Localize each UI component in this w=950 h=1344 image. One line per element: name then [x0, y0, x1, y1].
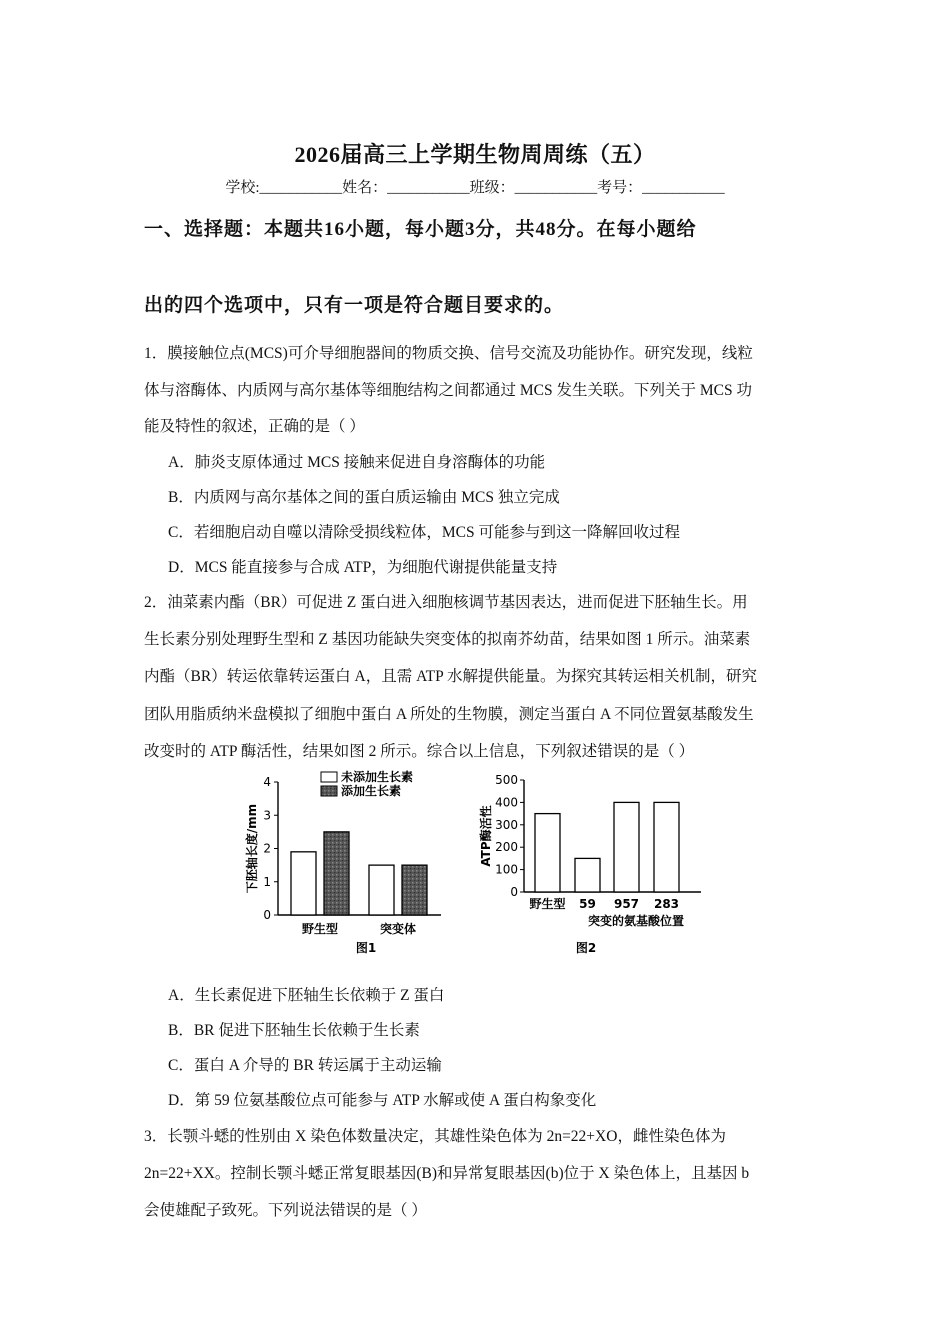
x-category-label: 957 — [613, 897, 640, 911]
y-tick-label: 200 — [495, 840, 518, 855]
q1-option-c: C．若细胞启动自噬以清除受损线粒体，MCS 可能参与到这一降解回收过程 — [168, 524, 680, 541]
legend-swatch — [321, 772, 337, 782]
y-tick-label: 4 — [263, 775, 271, 789]
q3-stem-line: 2n=22+XX。控制长颚斗蟋正常复眼基因(B)和异常复眼基因(b)位于 X 染色体上，且基因 b — [144, 1165, 750, 1182]
x-category-label: 283 — [653, 897, 680, 911]
y-tick-label: 3 — [263, 808, 271, 823]
x-category-label: 野生型 — [529, 897, 566, 911]
q2-option-c: C．蛋白 A 介导的 BR 转运属于主动运输 — [168, 1057, 442, 1074]
q3-stem-line: 3．长颚斗蟋的性别由 X 染色体数量决定，其雄性染色体为 2n=22+XO，雌性染色体为 — [144, 1128, 726, 1145]
y-tick-label: 100 — [495, 862, 518, 877]
bar — [575, 858, 600, 892]
x-axis-label: 突变的氨基酸位置 — [587, 914, 685, 928]
name-field: 姓名：___________ — [342, 180, 470, 196]
q3-stem-line: 会使雄配子致死。下列说法错误的是（ ） — [144, 1202, 427, 1219]
figure-2-chart — [476, 770, 716, 960]
bar — [614, 802, 639, 892]
section-heading-line1: 一、选择题：本题共16小题，每小题3分，共48分。在每小题给 — [144, 219, 697, 240]
q2-option-d: D．第 59 位氨基酸位点可能参与 ATP 水解或使 A 蛋白构象变化 — [168, 1092, 597, 1109]
y-axis-label: ATP酶活性 — [479, 805, 493, 867]
figure-1-chart — [236, 770, 456, 960]
x-category-label: 突变体 — [379, 922, 417, 936]
y-axis-label: 下胚轴长度/mm — [245, 803, 259, 894]
q2-stem-line: 改变时的 ATP 酶活性，结果如图 2 所示。综合以上信息，下列叙述错误的是（ ） — [144, 743, 695, 760]
q2-option-b: B．BR 促进下胚轴生长依赖于生长素 — [168, 1022, 420, 1039]
q2-stem-line: 2．油菜素内酯（BR）可促进 Z 蛋白进入细胞核调节基因表达，进而促进下胚轴生长。用 — [144, 594, 748, 611]
y-tick-label: 300 — [495, 817, 518, 832]
y-tick-label: 400 — [495, 795, 518, 810]
q1-stem-line: 1．膜接触位点(MCS)可介导细胞器间的物质交换、信号交流及功能协作。研究发现，线粒 — [144, 345, 753, 362]
y-tick-label: 0 — [510, 885, 518, 899]
q2-option-a: A．生长素促进下胚轴生长依赖于 Z 蛋白 — [168, 987, 445, 1004]
q2-figures — [236, 770, 716, 960]
q1-stem-line: 能及特性的叙述，正确的是（ ） — [144, 418, 365, 435]
q1-option-d: D．MCS 能直接参与合成 ATP，为细胞代谢提供能量支持 — [168, 559, 558, 576]
class-field: 班级：___________ — [469, 180, 598, 196]
bar — [291, 852, 316, 915]
bar — [654, 802, 679, 892]
bar — [535, 814, 560, 892]
y-tick-label: 2 — [263, 841, 271, 856]
legend-label: 添加生长素 — [341, 784, 402, 798]
chart-title: 图2 — [575, 941, 597, 955]
chart-title: 图1 — [355, 941, 377, 955]
legend-label: 未添加生长素 — [341, 770, 414, 784]
y-tick-label: 1 — [263, 874, 271, 889]
number-field: 考号：___________ — [597, 180, 725, 196]
student-info-row — [0, 176, 950, 197]
x-category-label: 59 — [579, 897, 596, 911]
bar — [324, 832, 349, 915]
q1-stem-line: 体与溶酶体、内质网与高尔基体等细胞结构之间都通过 MCS 发生关联。下列关于 MCS 功 — [144, 382, 752, 399]
section-heading-line2: 出的四个选项中，只有一项是符合题目要求的。 — [144, 295, 565, 316]
x-category-label: 野生型 — [301, 922, 339, 936]
page-title: 2026届高三上学期生物周周练（五） — [294, 142, 656, 167]
legend-swatch — [321, 786, 337, 796]
y-tick-label: 500 — [495, 773, 518, 787]
q2-stem-line: 内酯（BR）转运依靠转运蛋白 A，且需 ATP 水解提供能量。为探究其转运相关机制，研究 — [144, 668, 757, 685]
q1-option-a: A．肺炎支原体通过 MCS 接触来促进自身溶酶体的功能 — [168, 454, 546, 471]
y-tick-label: 0 — [263, 908, 271, 922]
bar — [369, 865, 394, 915]
q2-stem-line: 生长素分别处理野生型和 Z 基因功能缺失突变体的拟南芥幼苗，结果如图 1 所示。油菜素 — [144, 631, 751, 648]
school-field: 学校:___________ — [225, 180, 343, 196]
q1-option-b: B．内质网与高尔基体之间的蛋白质运输由 MCS 独立完成 — [168, 489, 560, 506]
q2-stem-line: 团队用脂质纳米盘模拟了细胞中蛋白 A 所处的生物膜，测定当蛋白 A 不同位置氨基酸发生 — [144, 706, 754, 723]
bar — [402, 865, 427, 915]
